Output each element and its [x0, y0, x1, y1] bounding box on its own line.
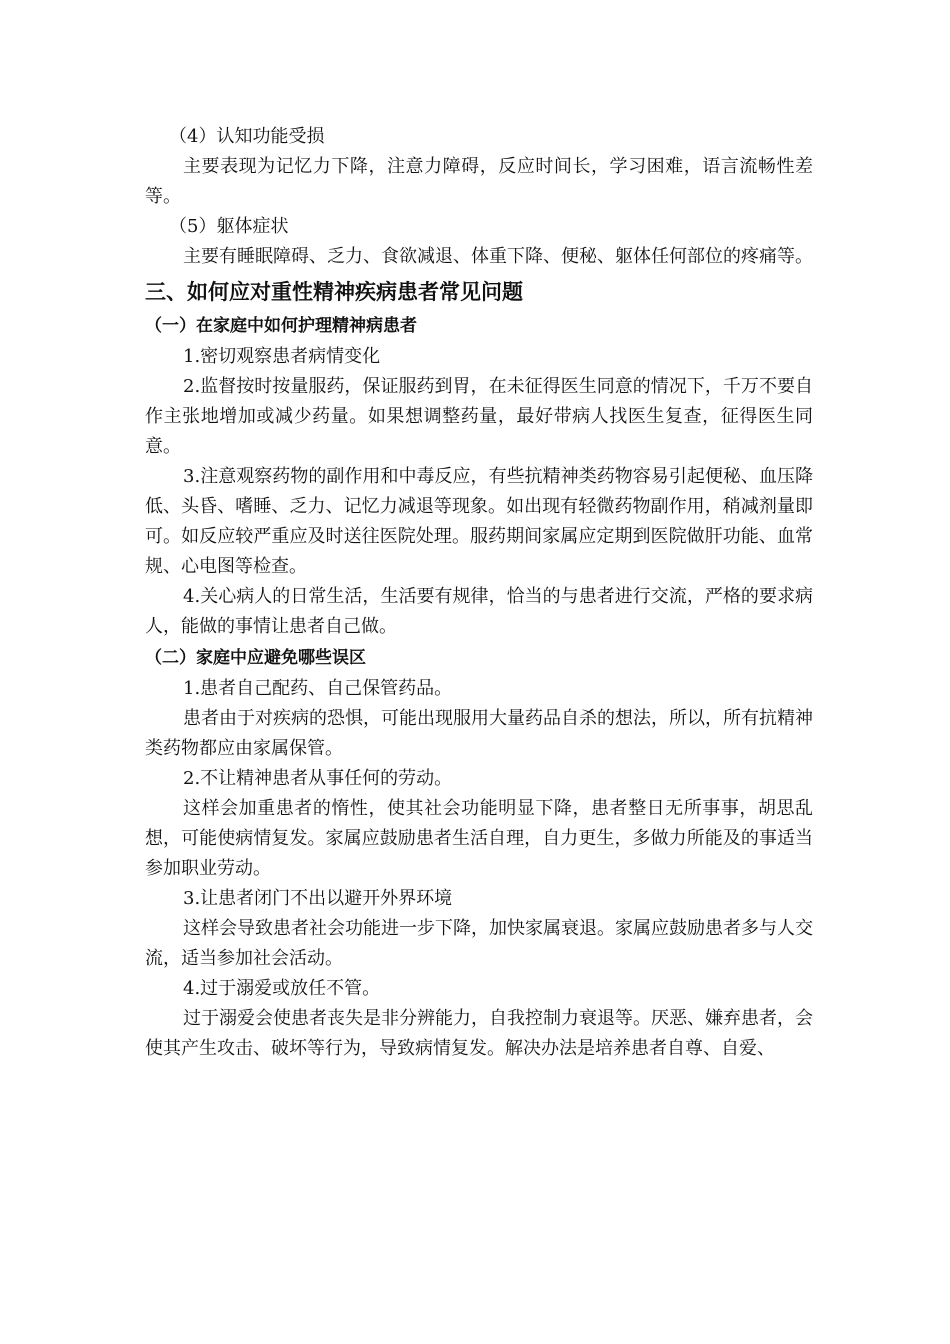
paragraph: 过于溺爱会使患者丧失是非分辨能力，自我控制力衰退等。厌恶、嫌弃患者，会使其产生攻击、破坏等行为，导致病情复发。解决办法是培养患者自尊、自爱、 — [145, 1008, 813, 1059]
list-item: 4.过于溺爱或放任不管。 — [183, 978, 381, 999]
section-heading: 三、如何应对重性精神疾病患者常见问题 — [145, 280, 523, 304]
list-item: 2.不让精神患者从事任何的劳动。 — [183, 768, 453, 789]
paragraph: 患者由于对疾病的恐惧，可能出现服用大量药品自杀的想法，所以，所有抗精神类药物都应由家属保管。 — [145, 708, 813, 759]
list-item: 1.密切观察患者病情变化 — [183, 346, 381, 367]
subheading-cognitive: （4）认知功能受损 — [169, 126, 325, 147]
paragraph: 主要有睡眠障碍、乏力、食欲减退、体重下降、便秘、躯体任何部位的疼痛等。 — [183, 246, 813, 267]
list-item: 3.注意观察药物的副作用和中毒反应，有些抗精神类药物容易引起便秘、血压降低、头昏、嗜睡、乏力、记忆力减退等现象。如出现有轻微药物副作用，稍减剂量即可。如反应较严重应及时送往医院处理。服药期间家属应定期到医院做肝功能、血常规、心电图等检查。 — [145, 466, 813, 577]
list-item: 1.患者自己配药、自己保管药品。 — [183, 678, 453, 699]
list-item: 3.让患者闭门不出以避开外界环境 — [183, 888, 453, 909]
document-body — [145, 122, 813, 1064]
paragraph: 主要表现为记忆力下降，注意力障碍，反应时间长，学习困难，语言流畅性差等。 — [145, 156, 813, 207]
subheading-somatic: （5）躯体症状 — [169, 216, 289, 237]
paragraph: 这样会加重患者的惰性，使其社会功能明显下降，患者整日无所事事，胡思乱想，可能使病情复发。家属应鼓励患者生活自理，自力更生，多做力所能及的事适当参加职业劳动。 — [145, 798, 813, 879]
subsection-heading-misconceptions: （二）家庭中应避免哪些误区 — [145, 648, 366, 668]
paragraph: 这样会导致患者社会功能进一步下降，加快家属衰退。家属应鼓励患者多与人交流，适当参加社会活动。 — [145, 918, 813, 969]
list-item: 4.关心病人的日常生活，生活要有规律，恰当的与患者进行交流，严格的要求病人，能做的事情让患者自己做。 — [145, 586, 813, 637]
list-item: 2.监督按时按量服药，保证服药到胃，在未征得医生同意的情况下，千万不要自作主张地增加或减少药量。如果想调整药量，最好带病人找医生复查，征得医生同意。 — [145, 376, 813, 457]
subsection-heading-home-care: （一）在家庭中如何护理精神病患者 — [145, 316, 417, 336]
